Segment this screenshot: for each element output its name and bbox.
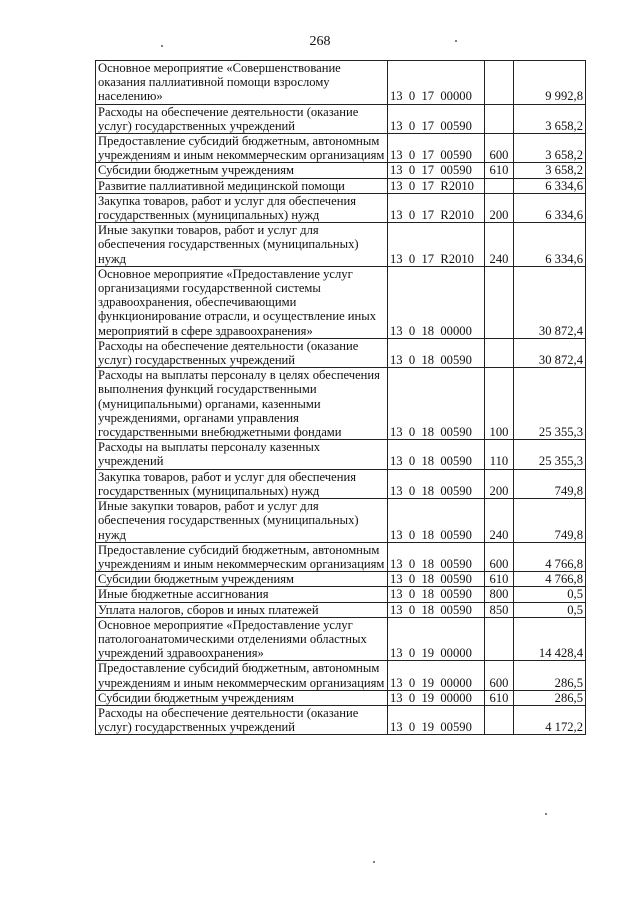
row-name-cell: Субсидии бюджетным учреждениям bbox=[96, 690, 388, 705]
row-sum-cell: 4 172,2 bbox=[514, 705, 586, 734]
row-code-cell: 13 0 18 00590 bbox=[388, 469, 485, 498]
row-sum-cell: 0,5 bbox=[514, 587, 586, 602]
row-expense-type-cell: 240 bbox=[485, 223, 514, 267]
row-code-cell: 13 0 18 00000 bbox=[388, 266, 485, 338]
row-name-cell: Закупка товаров, работ и услуг для обеспечения государственных (муниципальных) нужд bbox=[96, 193, 388, 222]
row-name-cell: Развитие паллиативной медицинской помощи bbox=[96, 178, 388, 193]
row-name-cell: Закупка товаров, работ и услуг для обеспечения государственных (муниципальных) нужд bbox=[96, 469, 388, 498]
row-name-cell: Расходы на обеспечение деятельности (оказание услуг) государственных учреждений bbox=[96, 705, 388, 734]
row-expense-type-cell: 600 bbox=[485, 661, 514, 690]
scan-speck bbox=[455, 40, 457, 42]
row-expense-type-cell: 240 bbox=[485, 499, 514, 543]
row-expense-type-cell: 600 bbox=[485, 134, 514, 163]
row-sum-cell: 286,5 bbox=[514, 690, 586, 705]
row-expense-type-cell: 610 bbox=[485, 163, 514, 178]
row-name-cell: Предоставление субсидий бюджетным, автономным учреждениям и иным некоммерческим организациям bbox=[96, 542, 388, 571]
row-code-cell: 13 0 19 00000 bbox=[388, 617, 485, 661]
row-sum-cell: 749,8 bbox=[514, 469, 586, 498]
row-code-cell: 13 0 18 00590 bbox=[388, 542, 485, 571]
row-name-cell: Основное мероприятие «Совершенствование оказания паллиативной помощи взрослому населению» bbox=[96, 61, 388, 105]
row-code-cell: 13 0 17 00000 bbox=[388, 61, 485, 105]
row-code-cell: 13 0 18 00590 bbox=[388, 338, 485, 367]
row-name-cell: Расходы на обеспечение деятельности (оказание услуг) государственных учреждений bbox=[96, 104, 388, 133]
row-sum-cell: 3 658,2 bbox=[514, 104, 586, 133]
row-code-cell: 13 0 17 00590 bbox=[388, 163, 485, 178]
row-expense-type-cell: 600 bbox=[485, 542, 514, 571]
row-code-cell: 13 0 18 00590 bbox=[388, 368, 485, 440]
table-row bbox=[96, 602, 586, 617]
table-row bbox=[96, 469, 586, 498]
row-expense-type-cell: 200 bbox=[485, 469, 514, 498]
scan-speck bbox=[373, 861, 375, 863]
row-expense-type-cell bbox=[485, 338, 514, 367]
row-sum-cell: 25 355,3 bbox=[514, 368, 586, 440]
row-expense-type-cell bbox=[485, 61, 514, 105]
row-code-cell: 13 0 17 00590 bbox=[388, 104, 485, 133]
scan-speck bbox=[545, 813, 547, 815]
table-row bbox=[96, 134, 586, 163]
row-name-cell: Расходы на выплаты персоналу казенных учреждений bbox=[96, 440, 388, 469]
row-expense-type-cell bbox=[485, 266, 514, 338]
row-expense-type-cell: 100 bbox=[485, 368, 514, 440]
table-row bbox=[96, 368, 586, 440]
row-name-cell: Субсидии бюджетным учреждениям bbox=[96, 572, 388, 587]
row-expense-type-cell: 610 bbox=[485, 690, 514, 705]
table-row bbox=[96, 163, 586, 178]
row-sum-cell: 286,5 bbox=[514, 661, 586, 690]
row-code-cell: 13 0 17 R2010 bbox=[388, 193, 485, 222]
table-row bbox=[96, 338, 586, 367]
row-expense-type-cell bbox=[485, 617, 514, 661]
row-name-cell: Основное мероприятие «Предоставление услуг организациями государственной системы здравоохранения, обеспечивающими функционирование отрасли, и осуществление иных мероприятий в сфере здравоохранения» bbox=[96, 266, 388, 338]
row-code-cell: 13 0 19 00590 bbox=[388, 705, 485, 734]
budget-table bbox=[95, 60, 586, 735]
table-row bbox=[96, 440, 586, 469]
row-sum-cell: 3 658,2 bbox=[514, 134, 586, 163]
row-expense-type-cell bbox=[485, 178, 514, 193]
table-row bbox=[96, 572, 586, 587]
row-name-cell: Субсидии бюджетным учреждениям bbox=[96, 163, 388, 178]
row-expense-type-cell: 850 bbox=[485, 602, 514, 617]
row-name-cell: Предоставление субсидий бюджетным, автономным учреждениям и иным некоммерческим организациям bbox=[96, 661, 388, 690]
table-row bbox=[96, 661, 586, 690]
table-row bbox=[96, 617, 586, 661]
row-code-cell: 13 0 17 00590 bbox=[388, 134, 485, 163]
row-sum-cell: 14 428,4 bbox=[514, 617, 586, 661]
table-row bbox=[96, 104, 586, 133]
row-code-cell: 13 0 18 00590 bbox=[388, 440, 485, 469]
row-sum-cell: 6 334,6 bbox=[514, 178, 586, 193]
row-sum-cell: 4 766,8 bbox=[514, 542, 586, 571]
row-sum-cell: 3 658,2 bbox=[514, 163, 586, 178]
row-expense-type-cell bbox=[485, 705, 514, 734]
row-code-cell: 13 0 18 00590 bbox=[388, 602, 485, 617]
row-sum-cell: 0,5 bbox=[514, 602, 586, 617]
row-sum-cell: 4 766,8 bbox=[514, 572, 586, 587]
table-row bbox=[96, 705, 586, 734]
row-sum-cell: 6 334,6 bbox=[514, 193, 586, 222]
row-code-cell: 13 0 19 00000 bbox=[388, 690, 485, 705]
table-row bbox=[96, 266, 586, 338]
row-sum-cell: 30 872,4 bbox=[514, 266, 586, 338]
row-expense-type-cell: 800 bbox=[485, 587, 514, 602]
row-name-cell: Иные закупки товаров, работ и услуг для обеспечения государственных (муниципальных) нужд bbox=[96, 499, 388, 543]
row-name-cell: Расходы на обеспечение деятельности (оказание услуг) государственных учреждений bbox=[96, 338, 388, 367]
row-name-cell: Иные закупки товаров, работ и услуг для обеспечения государственных (муниципальных) нужд bbox=[96, 223, 388, 267]
table-row bbox=[96, 499, 586, 543]
row-sum-cell: 30 872,4 bbox=[514, 338, 586, 367]
scan-speck bbox=[161, 45, 163, 47]
row-sum-cell: 749,8 bbox=[514, 499, 586, 543]
row-code-cell: 13 0 18 00590 bbox=[388, 587, 485, 602]
table-row bbox=[96, 542, 586, 571]
row-name-cell: Иные бюджетные ассигнования bbox=[96, 587, 388, 602]
row-code-cell: 13 0 18 00590 bbox=[388, 572, 485, 587]
table-row bbox=[96, 178, 586, 193]
row-code-cell: 13 0 18 00590 bbox=[388, 499, 485, 543]
table-row bbox=[96, 61, 586, 105]
table-row bbox=[96, 587, 586, 602]
row-expense-type-cell: 610 bbox=[485, 572, 514, 587]
table-row bbox=[96, 223, 586, 267]
row-name-cell: Предоставление субсидий бюджетным, автономным учреждениям и иным некоммерческим организациям bbox=[96, 134, 388, 163]
row-sum-cell: 9 992,8 bbox=[514, 61, 586, 105]
row-code-cell: 13 0 19 00000 bbox=[388, 661, 485, 690]
page-number: 268 bbox=[309, 34, 331, 49]
row-expense-type-cell: 200 bbox=[485, 193, 514, 222]
row-sum-cell: 25 355,3 bbox=[514, 440, 586, 469]
table-row bbox=[96, 690, 586, 705]
row-sum-cell: 6 334,6 bbox=[514, 223, 586, 267]
row-name-cell: Расходы на выплаты персоналу в целях обеспечения выполнения функций государственными (муниципальными) органами, казенными учреждениями, органами управления государственными внебюджетными фондами bbox=[96, 368, 388, 440]
row-expense-type-cell bbox=[485, 104, 514, 133]
row-name-cell: Уплата налогов, сборов и иных платежей bbox=[96, 602, 388, 617]
row-expense-type-cell: 110 bbox=[485, 440, 514, 469]
row-code-cell: 13 0 17 R2010 bbox=[388, 178, 485, 193]
budget-table-body bbox=[96, 61, 586, 735]
table-row bbox=[96, 193, 586, 222]
row-code-cell: 13 0 17 R2010 bbox=[388, 223, 485, 267]
row-name-cell: Основное мероприятие «Предоставление услуг патологоанатомическими отделениями областных учреждений здравоохранения» bbox=[96, 617, 388, 661]
